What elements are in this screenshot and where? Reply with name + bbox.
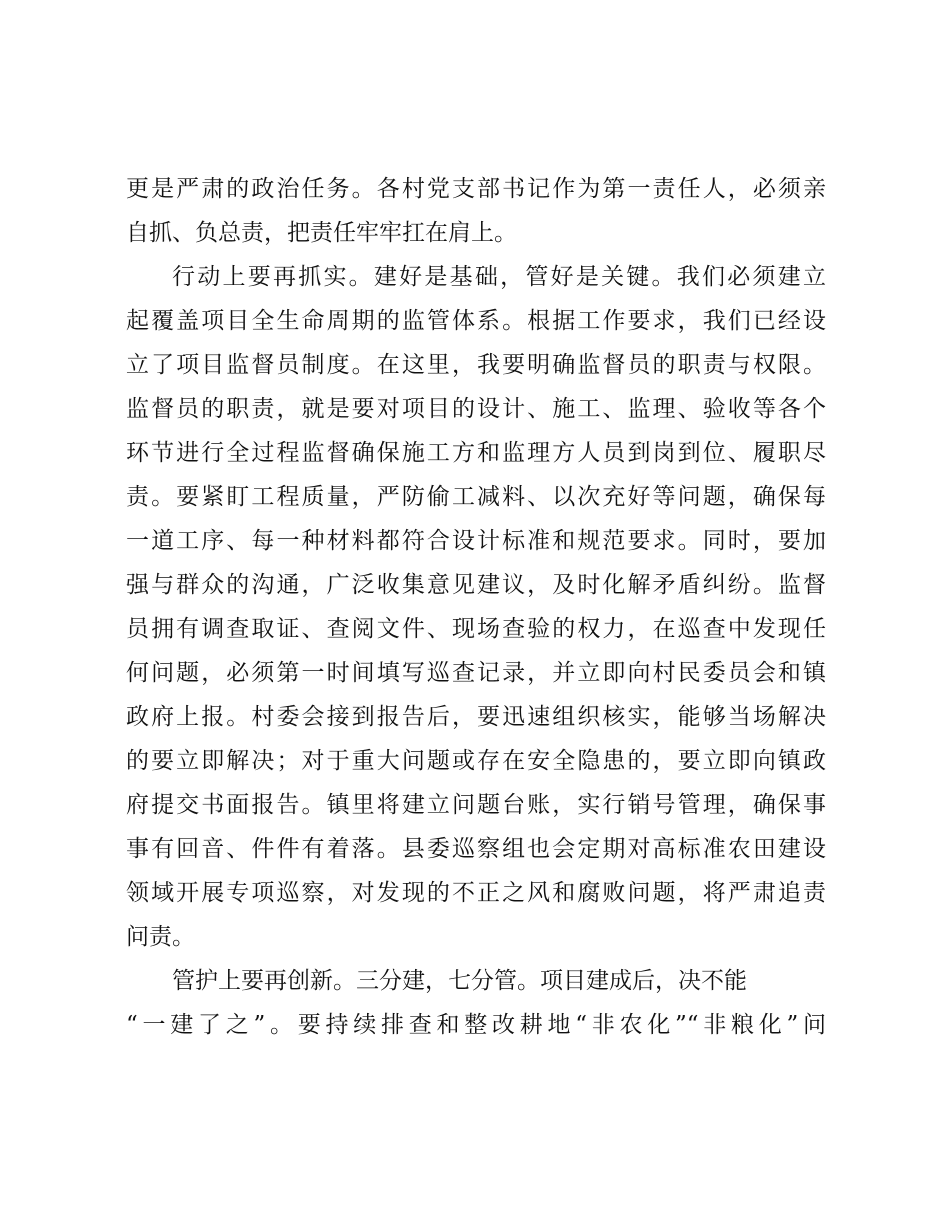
paragraph-first-line: 管护上要再创新。三分建，七分管。项目建成后，决不能 (172, 968, 747, 994)
text-line: 一道工序、每一种材料都符合设计标准和规范要求。同时，要加 (126, 528, 826, 554)
text-line: 环节进行全过程监督确保施工方和监理方人员到岗到位、履职尽 (126, 440, 826, 466)
text-line: 问责。 (126, 924, 195, 950)
text-line: 领域开展专项巡察，对发现的不正之风和腐败问题，将严肃追责 (126, 880, 826, 906)
text-line: 立了项目监督员制度。在这里，我要明确监督员的职责与权限。 (126, 352, 826, 378)
text-line: 政府上报。村委会接到报告后，要迅速组织核实，能够当场解决 (126, 704, 826, 730)
text-line: 府提交书面报告。镇里将建立问题台账，实行销号管理，确保事 (126, 792, 826, 818)
text-line: 更是严肃的政治任务。各村党支部书记作为第一责任人，必须亲 (126, 176, 826, 202)
text-line: 员拥有调查取证、查阅文件、现场查验的权力，在巡查中发现任 (126, 616, 826, 642)
text-line: 强与群众的沟通，广泛收集意见建议，及时化解矛盾纠纷。监督 (126, 572, 826, 598)
text-line: 起覆盖项目全生命周期的监管体系。根据工作要求，我们已经设 (126, 308, 826, 334)
text-line: “一建了之”。要持续排查和整改耕地“非农化”“非粮化”问 (126, 1012, 826, 1038)
paragraph-first-line: 行动上要再抓实。建好是基础，管好是关键。我们必须建立 (172, 264, 826, 290)
text-line: 责。要紧盯工程质量，严防偷工减料、以次充好等问题，确保每 (126, 484, 826, 510)
text-line: 何问题，必须第一时间填写巡查记录，并立即向村民委员会和镇 (126, 660, 826, 686)
text-line: 自抓、负总责，把责任牢牢扛在肩上。 (126, 220, 517, 246)
text-line: 监督员的职责，就是要对项目的设计、施工、监理、验收等各个 (126, 396, 826, 422)
text-line: 事有回音、件件有着落。县委巡察组也会定期对高标准农田建设 (126, 836, 826, 862)
text-line: 的要立即解决；对于重大问题或存在安全隐患的，要立即向镇政 (126, 748, 826, 774)
